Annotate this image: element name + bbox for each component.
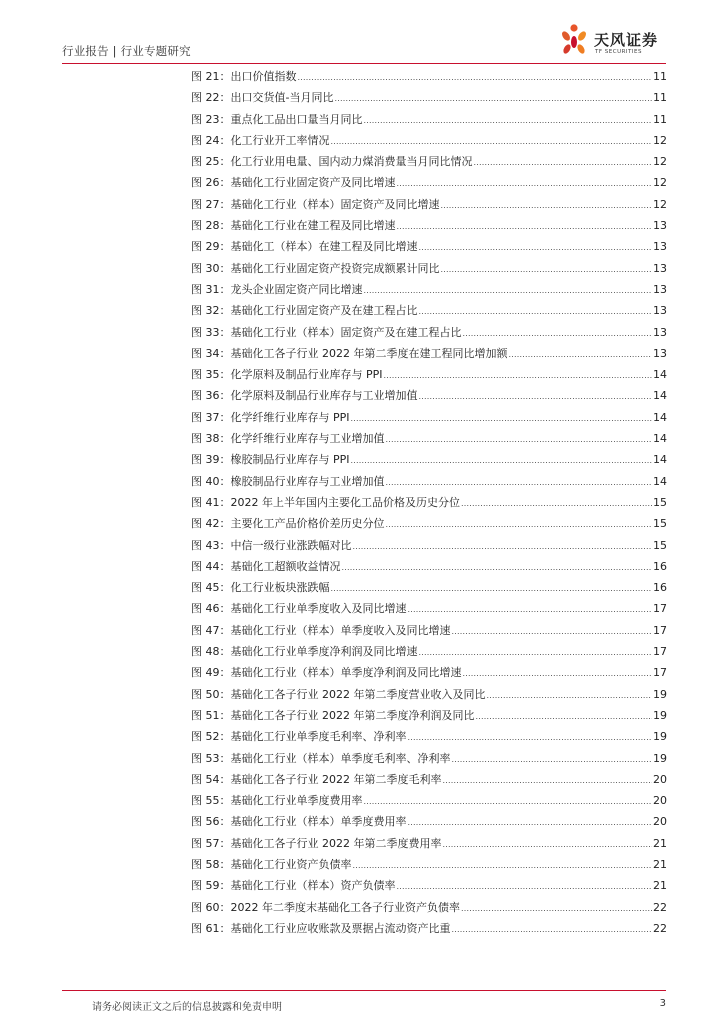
figure-page-number: 21: [653, 857, 667, 871]
figure-title: 化工行业板块涨跌幅: [230, 581, 330, 595]
dot-leader: [334, 88, 652, 109]
figure-page-number: 13: [653, 240, 667, 254]
figure-title: 橡胶制品行业库存与工业增加值: [230, 474, 385, 488]
toc-entry[interactable]: [191, 385, 667, 406]
dot-leader: [331, 578, 653, 599]
figure-title: 龙头企业固定资产同比增速: [230, 282, 363, 296]
dot-leader: [509, 344, 653, 365]
figure-label: 图 43：: [191, 538, 231, 552]
figure-page-number: 13: [653, 261, 667, 275]
toc-entry[interactable]: [191, 322, 667, 343]
figure-label: 图 45：: [191, 581, 231, 595]
toc-entry[interactable]: [191, 343, 667, 364]
figure-label: 图 25：: [191, 155, 231, 169]
figure-title: 基础化工行业（样本）固定资产及同比增速: [230, 197, 440, 211]
figure-title: 基础化工（样本）在建工程及同比增速: [230, 240, 418, 254]
dot-leader: [463, 663, 653, 684]
figure-page-number: 13: [653, 282, 667, 296]
figure-page-number: 14: [653, 432, 667, 446]
figure-title: 橡胶制品行业库存与 PPI: [230, 453, 350, 467]
figure-label: 图 47：: [191, 623, 231, 637]
logo-english-name: TF SECURITIES: [595, 49, 642, 55]
toc-entry[interactable]: [191, 279, 667, 300]
figure-title: 基础化工行业（样本）单季度费用率: [230, 815, 407, 829]
toc-entry[interactable]: [191, 662, 667, 683]
toc-entry[interactable]: [191, 109, 667, 130]
figure-label: 图 40：: [191, 474, 231, 488]
footer-divider: [62, 990, 666, 991]
figure-page-number: 15: [653, 495, 667, 509]
dot-leader: [353, 855, 653, 876]
figure-title: 基础化工行业（样本）单季度毛利率、净利率: [230, 751, 451, 765]
toc-entry[interactable]: [191, 364, 667, 385]
figure-page-number: 16: [653, 559, 667, 573]
figure-title: 基础化工行业资产负债率: [230, 857, 352, 871]
toc-entry[interactable]: [191, 556, 667, 577]
figure-page-number: 17: [653, 602, 667, 616]
dot-leader: [441, 259, 653, 280]
figure-label: 图 50：: [191, 687, 231, 701]
figure-label: 图 46：: [191, 602, 231, 616]
figure-page-number: 11: [653, 70, 667, 83]
logo-chinese-name: 天风证券: [594, 31, 659, 49]
dot-leader: [364, 110, 653, 131]
toc-entry[interactable]: [191, 726, 667, 747]
toc-entry[interactable]: [191, 641, 667, 662]
figure-page-number: 19: [653, 751, 667, 765]
toc-entry[interactable]: [191, 449, 667, 470]
figure-label: 图 54：: [191, 772, 231, 786]
toc-entry[interactable]: [191, 471, 667, 492]
figure-label: 图 22：: [191, 91, 231, 105]
toc-entry[interactable]: [191, 66, 667, 87]
dot-leader: [419, 301, 653, 322]
figure-title: 基础化工行业单季度收入及同比增速: [230, 602, 407, 616]
figure-page-number: 13: [653, 346, 667, 360]
dot-leader: [463, 323, 653, 344]
figure-label: 图 52：: [191, 730, 231, 744]
figure-page-number: 17: [653, 623, 667, 637]
toc-entry[interactable]: [191, 258, 667, 279]
figure-label: 图 56：: [191, 815, 231, 829]
figure-title: 基础化工行业在建工程及同比增速: [230, 219, 396, 233]
figure-label: 图 30：: [191, 261, 231, 275]
figure-index-list: [191, 66, 667, 939]
toc-entry[interactable]: [191, 130, 667, 151]
figure-title: 出口交货值-当月同比: [230, 91, 334, 105]
figure-label: 图 36：: [191, 389, 231, 403]
toc-entry[interactable]: [191, 598, 667, 619]
dot-leader: [441, 195, 653, 216]
page-header: [62, 22, 666, 66]
figure-page-number: 13: [653, 325, 667, 339]
figure-title: 基础化工行业应收账款及票据占流动资产比重: [230, 921, 451, 935]
dot-leader: [397, 216, 653, 237]
toc-entry[interactable]: [191, 194, 667, 215]
toc-entry[interactable]: [191, 428, 667, 449]
dot-leader: [298, 67, 653, 88]
figure-title: 基础化工超额收益情况: [230, 559, 341, 573]
figure-page-number: 14: [653, 410, 667, 424]
figure-label: 图 23：: [191, 112, 231, 126]
dot-leader: [443, 834, 653, 855]
toc-entry[interactable]: [191, 236, 667, 257]
figure-page-number: 14: [653, 453, 667, 467]
dot-leader: [386, 429, 653, 450]
toc-entry[interactable]: [191, 897, 667, 918]
figure-label: 图 27：: [191, 197, 231, 211]
dot-leader: [342, 557, 653, 578]
figure-title: 化学纤维行业库存与 PPI: [230, 410, 350, 424]
figure-label: 图 24：: [191, 133, 231, 147]
figure-page-number: 13: [653, 219, 667, 233]
figure-title: 基础化工行业单季度毛利率、净利率: [230, 730, 407, 744]
figure-page-number: 19: [653, 730, 667, 744]
figure-label: 图 37：: [191, 410, 231, 424]
figure-title: 基础化工行业固定资产投资完成额累计同比: [230, 261, 440, 275]
dot-leader: [419, 386, 653, 407]
figure-page-number: 20: [653, 815, 667, 829]
figure-page-number: 11: [653, 112, 667, 126]
figure-page-number: 22: [653, 921, 667, 935]
figure-page-number: 14: [653, 389, 667, 403]
figure-label: 图 49：: [191, 666, 231, 680]
figure-title: 基础化工各子行业 2022 年第二季度营业收入及同比: [230, 687, 486, 701]
figure-page-number: 14: [653, 368, 667, 382]
dot-leader: [452, 621, 653, 642]
figure-label: 图 39：: [191, 453, 231, 467]
figure-page-number: 13: [653, 304, 667, 318]
figure-title: 基础化工行业固定资产及在建工程占比: [230, 304, 418, 318]
figure-label: 图 51：: [191, 708, 231, 722]
dot-leader: [386, 514, 653, 535]
toc-entry[interactable]: [191, 811, 667, 832]
figure-label: 图 53：: [191, 751, 231, 765]
figure-page-number: 20: [653, 772, 667, 786]
figure-title: 基础化工行业（样本）单季度收入及同比增速: [230, 623, 451, 637]
figure-title: 主要化工产品价格价差历史分位: [230, 517, 385, 531]
company-logo: [558, 22, 666, 62]
figure-label: 图 48：: [191, 645, 231, 659]
toc-entry[interactable]: [191, 151, 667, 172]
toc-entry[interactable]: [191, 87, 667, 108]
toc-entry[interactable]: [191, 833, 667, 854]
disclaimer-text: 请务必阅读正文之后的信息披露和免责申明: [92, 1002, 282, 1013]
figure-title: 化工行业开工率情况: [230, 133, 330, 147]
figure-label: 图 35：: [191, 368, 231, 382]
figure-title: 化学原料及制品行业库存与工业增加值: [230, 389, 418, 403]
figure-page-number: 21: [653, 879, 667, 893]
toc-entry[interactable]: [191, 854, 667, 875]
figure-title: 2022 年上半年国内主要化工品价格及历史分位: [230, 495, 460, 509]
figure-page-number: 20: [653, 794, 667, 808]
report-category: 行业报告 | 行业专题研究: [62, 44, 191, 58]
figure-label: 图 58：: [191, 857, 231, 871]
figure-title: 基础化工行业（样本）资产负债率: [230, 879, 396, 893]
figure-label: 图 32：: [191, 304, 231, 318]
figure-page-number: 19: [653, 687, 667, 701]
dot-leader: [364, 280, 653, 301]
toc-entry[interactable]: [191, 300, 667, 321]
dot-leader: [452, 749, 653, 770]
figure-label: 图 59：: [191, 879, 231, 893]
dot-leader: [384, 365, 652, 386]
figure-label: 图 57：: [191, 836, 231, 850]
toc-entry[interactable]: [191, 918, 667, 939]
figure-title: 中信一级行业涨跌幅对比: [230, 538, 352, 552]
toc-entry[interactable]: [191, 790, 667, 811]
figure-label: 图 26：: [191, 176, 231, 190]
figure-title: 化学纤维行业库存与工业增加值: [230, 432, 385, 446]
dot-leader: [419, 237, 653, 258]
dot-leader: [452, 919, 653, 940]
header-divider: [62, 63, 666, 64]
figure-title: 基础化工行业（样本）单季度净利润及同比增速: [230, 666, 462, 680]
dot-leader: [408, 812, 653, 833]
dot-leader: [397, 876, 653, 897]
figure-page-number: 21: [653, 836, 667, 850]
figure-label: 图 33：: [191, 325, 231, 339]
dot-leader: [364, 791, 653, 812]
dot-leader: [386, 472, 653, 493]
dot-leader: [408, 727, 653, 748]
figure-label: 图 61：: [191, 921, 231, 935]
dot-leader: [461, 493, 652, 514]
figure-label: 图 55：: [191, 794, 231, 808]
toc-entry[interactable]: [191, 535, 667, 556]
figure-title: 重点化工品出口量当月同比: [230, 112, 363, 126]
figure-label: 图 41：: [191, 495, 231, 509]
figure-title: 基础化工各子行业 2022 年第二季度在建工程同比增加额: [230, 346, 508, 360]
dot-leader: [351, 450, 652, 471]
figure-title: 基础化工各子行业 2022 年第二季度净利润及同比: [230, 708, 475, 722]
figure-page-number: 17: [653, 666, 667, 680]
figure-page-number: 17: [653, 645, 667, 659]
figure-title: 基础化工行业单季度净利润及同比增速: [230, 645, 418, 659]
figure-title: 2022 年二季度末基础化工各子行业资产负债率: [230, 900, 460, 914]
dot-leader: [397, 173, 653, 194]
dot-leader: [461, 898, 652, 919]
figure-page-number: 11: [653, 91, 667, 105]
toc-entry[interactable]: [191, 684, 667, 705]
figure-title: 化工行业用电量、国内动力煤消费量当月同比情况: [230, 155, 473, 169]
toc-entry[interactable]: [191, 513, 667, 534]
figure-title: 基础化工各子行业 2022 年第二季度费用率: [230, 836, 442, 850]
figure-page-number: 12: [653, 155, 667, 169]
figure-page-number: 14: [653, 474, 667, 488]
figure-title: 化学原料及制品行业库存与 PPI: [230, 368, 383, 382]
figure-label: 图 31：: [191, 282, 231, 296]
figure-title: 基础化工各子行业 2022 年第二季度毛利率: [230, 772, 442, 786]
figure-title: 基础化工行业（样本）固定资产及在建工程占比: [230, 325, 462, 339]
petal-logo-icon: [558, 24, 590, 58]
toc-entry[interactable]: [191, 492, 667, 513]
figure-page-number: 12: [653, 197, 667, 211]
figure-page-number: 15: [653, 517, 667, 531]
dot-leader: [331, 131, 653, 152]
dot-leader: [474, 152, 653, 173]
toc-entry[interactable]: [191, 577, 667, 598]
dot-leader: [443, 770, 653, 791]
figure-label: 图 42：: [191, 517, 231, 531]
figure-title: 基础化工行业固定资产及同比增速: [230, 176, 396, 190]
toc-entry[interactable]: [191, 620, 667, 641]
figure-page-number: 12: [653, 133, 667, 147]
figure-label: 图 44：: [191, 559, 231, 573]
dot-leader: [487, 685, 653, 706]
toc-entry[interactable]: [191, 705, 667, 726]
figure-label: 图 60：: [191, 900, 231, 914]
toc-entry[interactable]: [191, 407, 667, 428]
toc-entry[interactable]: [191, 769, 667, 790]
toc-entry[interactable]: [191, 215, 667, 236]
dot-leader: [419, 642, 653, 663]
toc-entry[interactable]: [191, 748, 667, 769]
figure-page-number: 12: [653, 176, 667, 190]
figure-title: 基础化工行业单季度费用率: [230, 794, 363, 808]
toc-entry[interactable]: [191, 875, 667, 896]
figure-label: 图 34：: [191, 346, 231, 360]
figure-page-number: 15: [653, 538, 667, 552]
figure-label: 图 28：: [191, 219, 231, 233]
page-number: 3: [659, 998, 666, 1009]
toc-entry[interactable]: [191, 172, 667, 193]
figure-label: 图 29：: [191, 240, 231, 254]
figure-label: 图 38：: [191, 432, 231, 446]
dot-leader: [353, 536, 653, 557]
figure-title: 出口价值指数: [230, 70, 297, 83]
dot-leader: [408, 599, 653, 620]
figure-label: 图 21：: [191, 70, 231, 83]
figure-page-number: 16: [653, 581, 667, 595]
figure-page-number: 19: [653, 708, 667, 722]
dot-leader: [476, 706, 653, 727]
figure-page-number: 22: [653, 900, 667, 914]
dot-leader: [351, 408, 652, 429]
